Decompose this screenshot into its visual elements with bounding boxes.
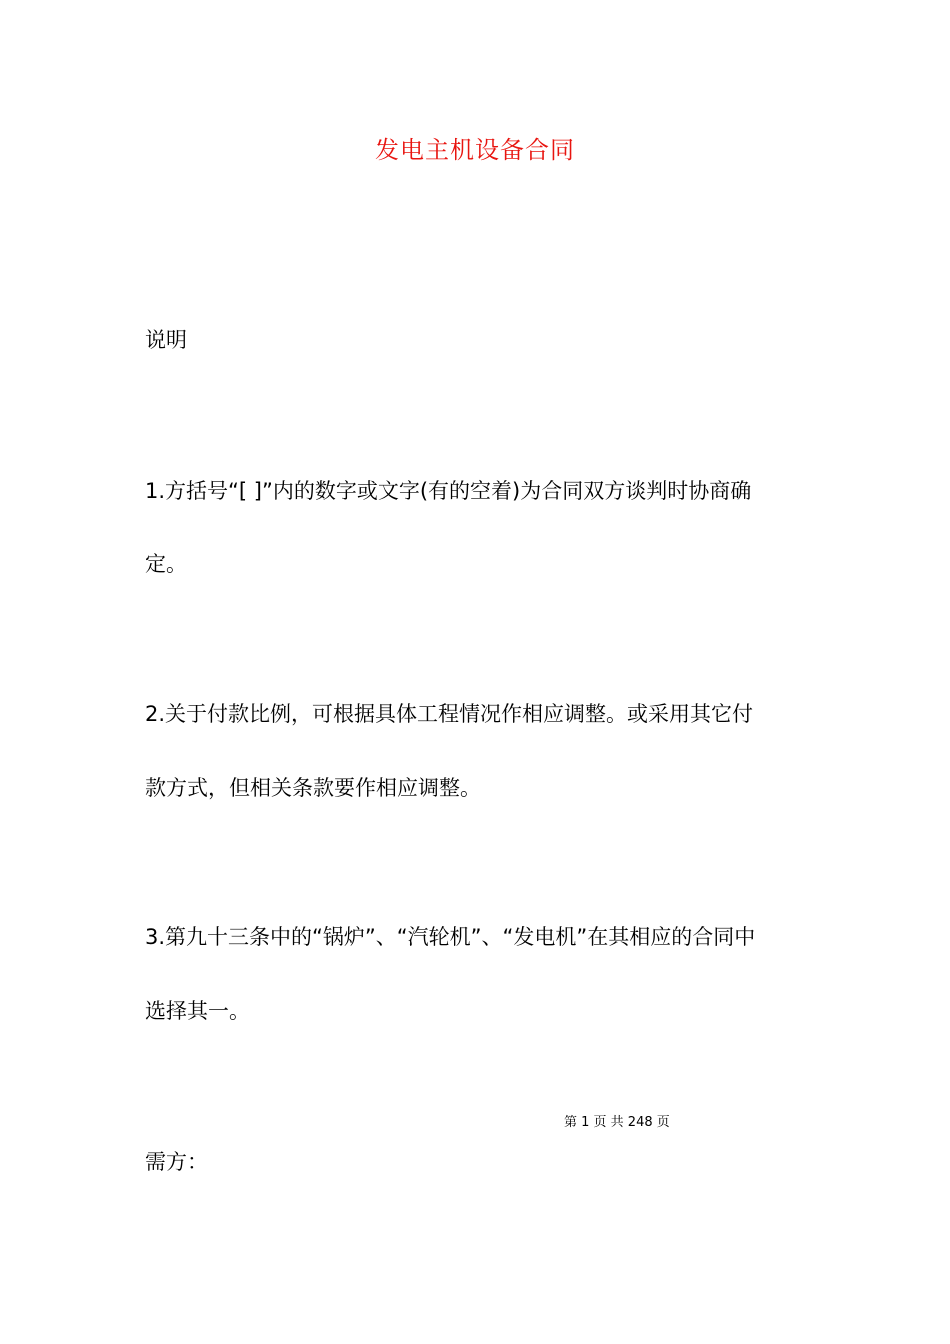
page-footer: 第 1 页 共 248 页 xyxy=(564,1115,670,1130)
note-2-line-1: 2.关于付款比例，可根据具体工程情况作相应调整。或采用其它付 xyxy=(145,702,754,726)
buyer-label: 需方： xyxy=(145,1150,208,1174)
document-title: 发电主机设备合同 xyxy=(375,136,575,164)
section-heading: 说明 xyxy=(145,328,187,352)
note-1-line-1: 1.方括号“[ ]”内的数字或文字(有的空着)为合同双方谈判时协商确 xyxy=(145,479,752,503)
note-3-line-2: 选择其一。 xyxy=(145,999,250,1023)
note-2-line-2: 款方式，但相关条款要作相应调整。 xyxy=(145,776,481,800)
note-3-line-1: 3.第九十三条中的“锅炉”、“汽轮机”、“发电机”在其相应的合同中 xyxy=(145,925,756,949)
note-1-line-2: 定。 xyxy=(145,552,187,576)
